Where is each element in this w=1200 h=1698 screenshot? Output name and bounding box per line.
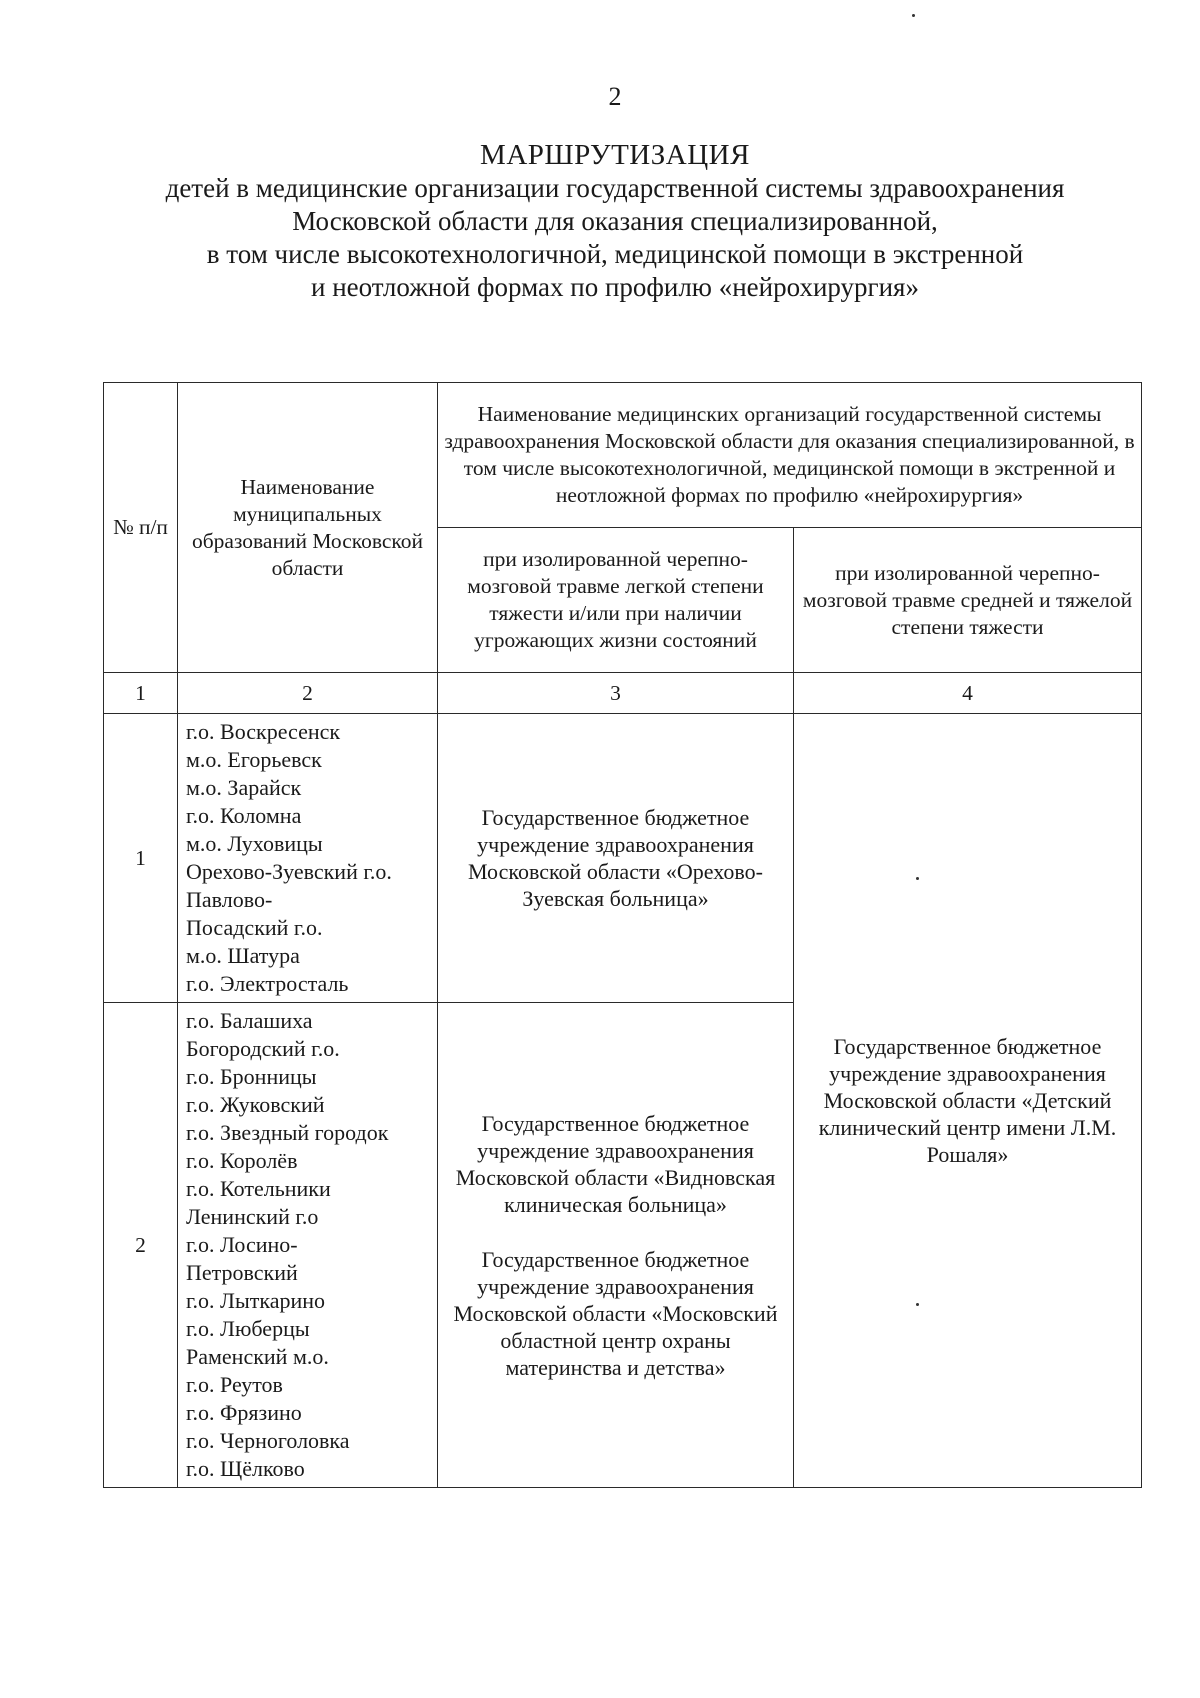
municipality-list [178,714,438,1003]
mild-organization [438,1003,794,1488]
scan-speck [916,877,919,880]
list-item: г.о. Звездный городок [186,1120,389,1145]
list-item: Петровский [186,1260,298,1285]
list-item: Павлово- [186,887,273,912]
document-title: МАРШРУТИЗАЦИЯ [480,139,750,171]
heading-line: и неотложной формах по профилю «нейрохирургия» [311,272,919,302]
header-organizations: Наименование медицинских организаций государственной системы здравоохранения Московской области для оказания специализированной, в том числе высокотехнологичной, медицинской помощи в экстренной и неотложной формах по профилю «нейрохирургия» [438,383,1142,528]
organization-name: Государственное бюджетное учреждение здравоохранения Московской области «Видновская клиническая больница» [455,1110,776,1217]
header-severe: при изолированной черепно-мозговой травме средней и тяжелой степени тяжести [794,528,1142,673]
list-item: г.о. Люберцы [186,1316,310,1341]
list-item: г.о. Лосино- [186,1232,298,1257]
table-row [104,714,1142,1003]
list-item: г.о. Королёв [186,1148,298,1173]
mild-organization [438,714,794,1003]
column-number: 4 [794,673,1142,714]
municipality-list [178,1003,438,1488]
heading-line: в том числе высокотехнологичной, медицинской помощи в экстренной [206,239,1024,269]
header-mild: при изолированной черепно-мозговой травме легкой степени тяжести и/или при наличии угрожающих жизни состояний [438,528,794,673]
routing-table [103,382,1142,1488]
list-item: г.о. Жуковский [186,1092,325,1117]
heading-line: детей в медицинские организации государственной системы здравоохранения [165,173,1065,203]
scan-speck [912,14,915,17]
heading-line: Московской области для оказания специализированной, [292,206,938,236]
list-item: г.о. Коломна [186,803,302,828]
list-item: Посадский г.о. [186,915,323,940]
spacer [444,1218,787,1246]
list-item: г.о. Бронницы [186,1064,317,1089]
list-item: г.о. Воскресенск [186,719,341,744]
list-item: г.о. Черноголовка [186,1428,350,1453]
list-item: г.о. Реутов [186,1372,283,1397]
list-item: г.о. Котельники [186,1176,331,1201]
page-number: 2 [608,82,622,111]
row-number: 2 [104,1003,178,1488]
list-item: м.о. Шатура [186,943,300,968]
list-item: Богородский г.о. [186,1036,340,1061]
list-item: Раменский м.о. [186,1344,329,1369]
list-item: г.о. Лыткарино [186,1288,326,1313]
organization-name: Государственное бюджетное учреждение здравоохранения Московской области «Московский областной центр охраны материнства и детства» [453,1246,778,1380]
list-item: м.о. Зарайск [186,775,302,800]
row-number: 1 [104,714,178,1003]
column-number: 2 [178,673,438,714]
list-item: г.о. Щёлково [186,1456,305,1481]
list-item: г.о. Фрязино [186,1400,302,1425]
column-number: 3 [438,673,794,714]
header-num: № п/п [104,383,178,673]
scan-speck [916,1303,919,1306]
organization-name: Государственное бюджетное учреждение здравоохранения Московской области «Детский клинический центр имени Л.М. Рошаля» [818,1034,1117,1167]
list-item: г.о. Электросталь [186,971,349,996]
column-number: 1 [104,673,178,714]
column-numbers-row [104,673,1142,714]
list-item: г.о. Балашиха [186,1008,313,1033]
document-heading [80,138,1150,304]
list-item: Ленинский г.о [186,1204,319,1229]
list-item: Орехово-Зуевский г.о. [186,859,392,884]
severe-organization [794,714,1142,1488]
organization-name: Государственное бюджетное учреждение здравоохранения Московской области «Орехово-Зуевская больница» [468,805,763,911]
header-municipalities: Наименование муниципальных образований Московской области [178,383,438,673]
list-item: м.о. Луховицы [186,831,323,856]
list-item: м.о. Егорьевск [186,747,322,772]
